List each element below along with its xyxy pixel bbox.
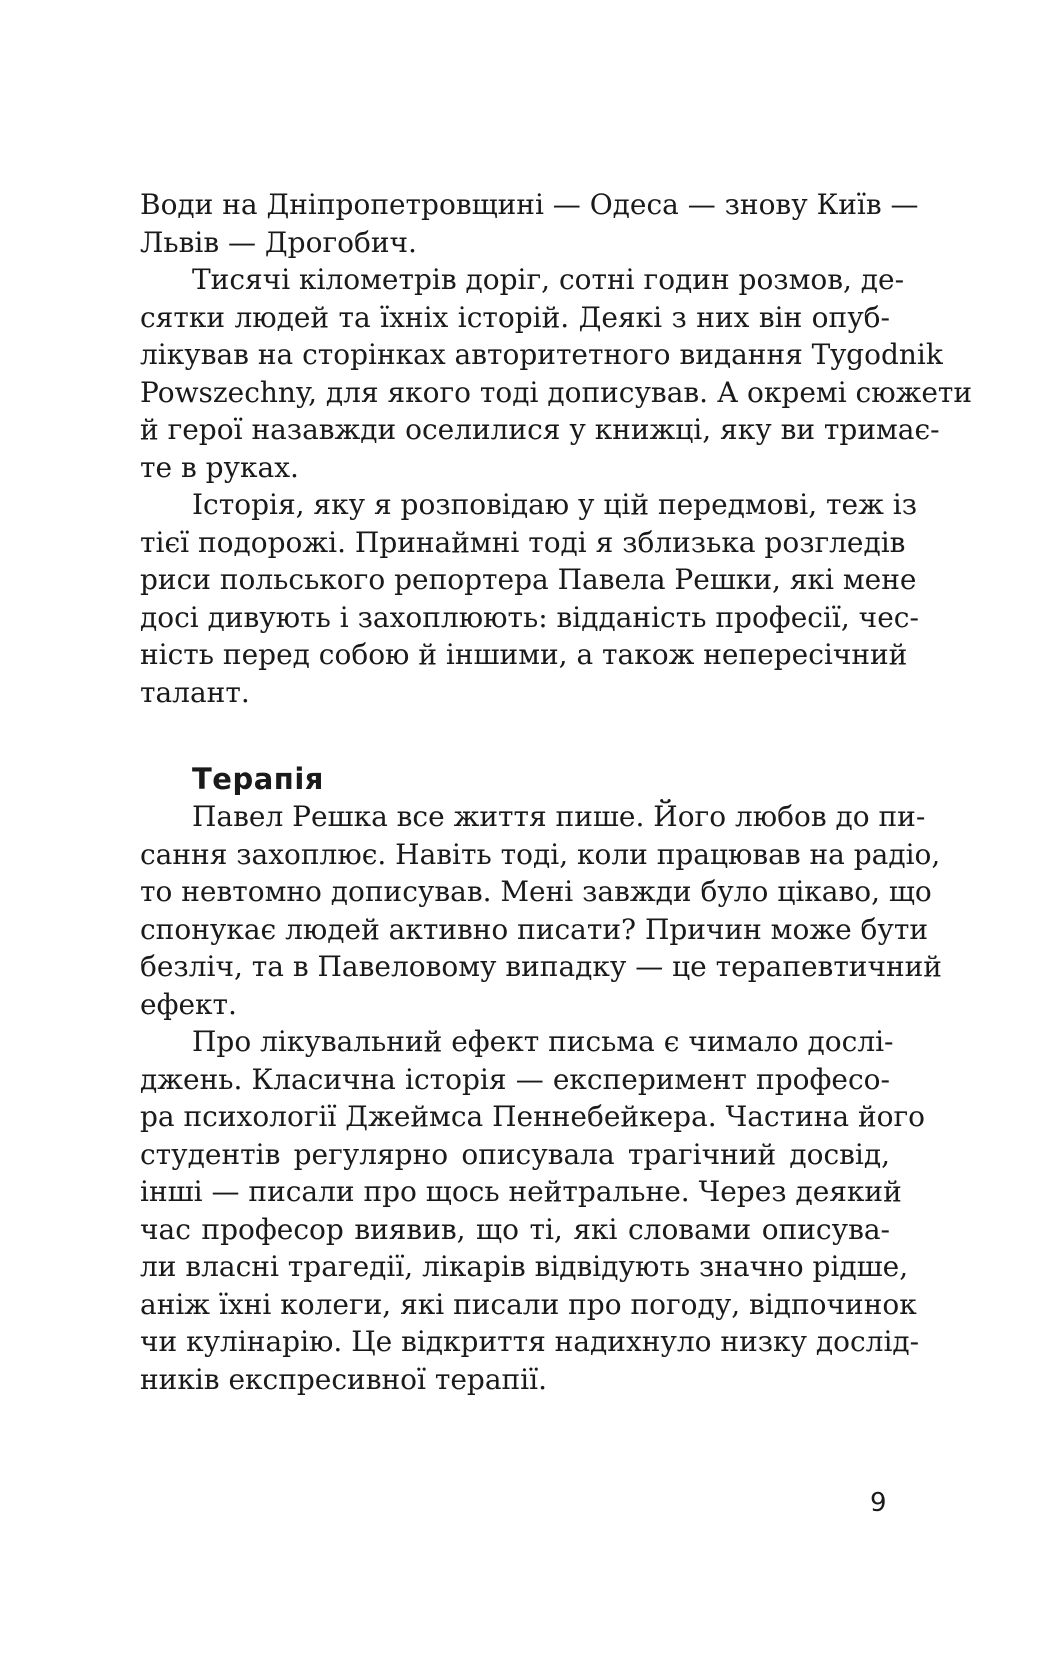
text-line: Павел Решка все життя пише. Його любов до пи- xyxy=(192,800,926,833)
page-number: 9 xyxy=(870,1488,887,1518)
text-line: талант. xyxy=(140,675,250,709)
text-line: ра психології Джеймса Пеннебейкера. Частина його xyxy=(140,1100,926,1133)
text-line: аніж їхні колеги, які писали про погоду, відпочинок xyxy=(140,1287,917,1321)
text-line: інші — писали про щось нейтральне. Через деякий xyxy=(140,1175,902,1208)
text-line: то невтомно дописував. Мені завжди було цікаво, що xyxy=(140,875,932,908)
text-line: Powszechny, для якого тоді дописував. А окремі сюжети xyxy=(140,375,973,409)
text-line: чи кулінарію. Це відкриття надихнуло низку дослід- xyxy=(140,1325,920,1358)
text-line: ли власні трагедії, лікарів відвідують значно рідше, xyxy=(140,1250,909,1283)
body-text-section-1 xyxy=(140,186,973,711)
text-line: Львів — Дрогобич. xyxy=(140,225,417,259)
body-text-section-2 xyxy=(140,798,942,1398)
section-heading: Терапія xyxy=(192,762,324,796)
text-line: Історія, яку я розповідаю у цій передмові, теж із xyxy=(192,488,918,521)
text-line: Про лікувальний ефект письма є чимало дослі- xyxy=(192,1025,894,1058)
text-line: ефект. xyxy=(140,987,237,1021)
text-line: час професор виявив, що ті, які словами описува- xyxy=(140,1212,890,1246)
text-line: спонукає людей активно писати? Причин може бути xyxy=(140,912,929,946)
text-line: й герої назавжди оселилися у книжці, яку ви тримає- xyxy=(140,413,940,446)
text-line: сятки людей та їхніх історій. Деякі з них він опуб- xyxy=(140,300,890,334)
text-line: риси польського репортера Павела Решки, які мене xyxy=(140,563,917,596)
text-line: студентів регулярно описувала трагічний досвід, xyxy=(140,1137,890,1171)
text-line: лікував на сторінках авторитетного видання Tygodnik xyxy=(140,338,943,371)
text-line: безліч, та в Павеловому випадку — це терапевтичний xyxy=(140,950,942,983)
text-line: сання захоплює. Навіть тоді, коли працював на радіо, xyxy=(140,837,941,871)
text-line: те в руках. xyxy=(140,450,299,484)
text-line: Води на Дніпропетровщині — Одеса — знову Київ — xyxy=(140,188,919,221)
text-line: ників експресивної терапії. xyxy=(140,1362,547,1396)
text-line: Тисячі кілометрів доріг, сотні годин розмов, де- xyxy=(192,263,905,296)
text-line: тієї подорожі. Принаймні тоді я зблизька розгледів xyxy=(140,525,906,559)
text-line: ність перед собою й іншими, а також непересічний xyxy=(140,638,908,671)
text-line: досі дивують і захоплюють: відданість професії, чес- xyxy=(140,600,919,634)
text-line: джень. Класична історія — експеримент професо- xyxy=(140,1062,890,1096)
